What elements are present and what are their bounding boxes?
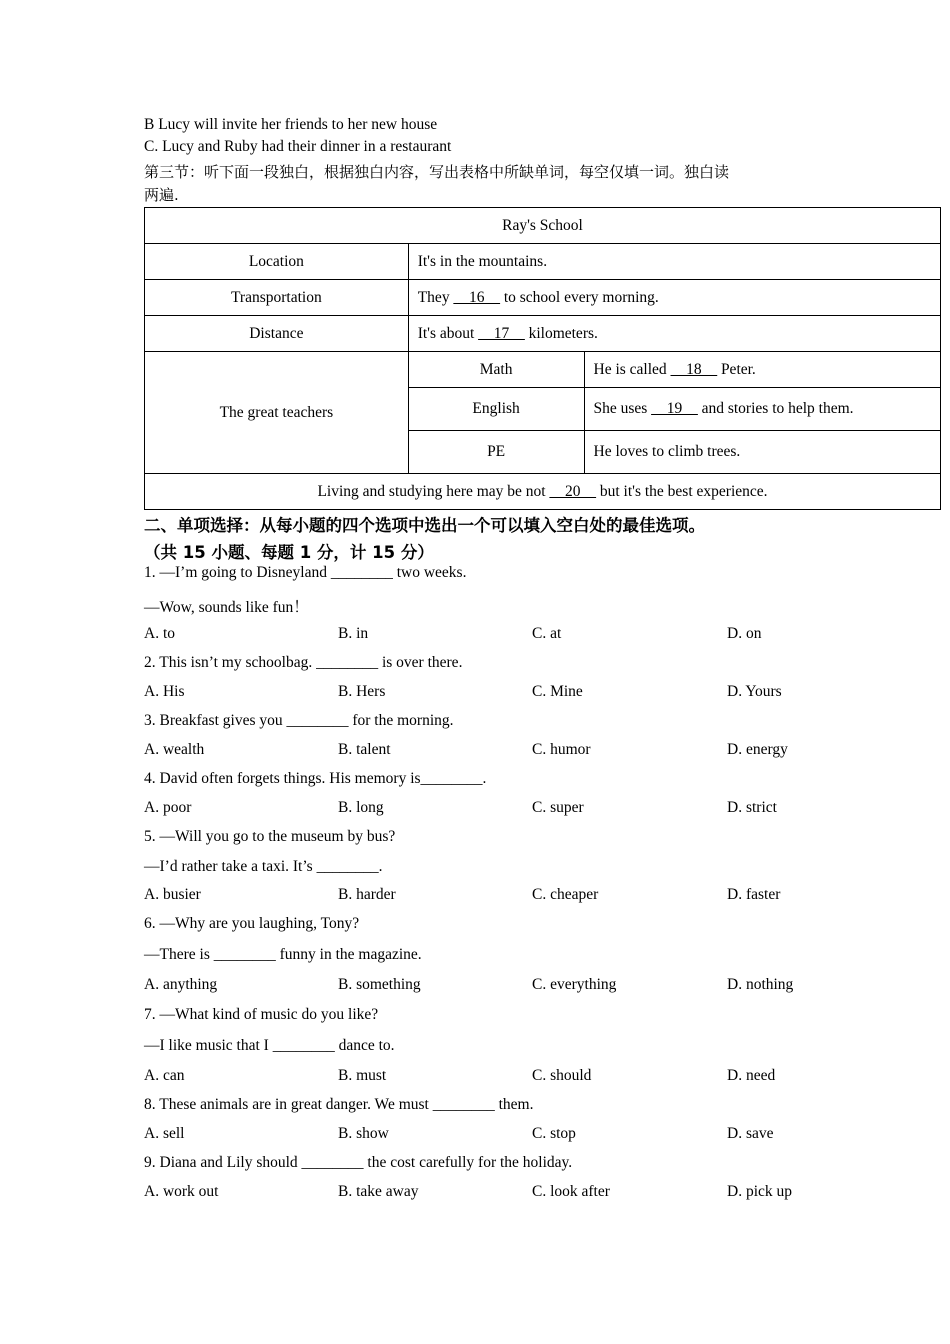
transport-label: Transportation xyxy=(145,280,409,316)
question-5-reply: —I’d rather take a taxi. It’s ________. xyxy=(144,858,383,875)
q3-option-a[interactable]: A. wealth xyxy=(144,741,205,758)
location-value: It's in the mountains. xyxy=(408,244,940,280)
blank-17[interactable]: __17__ xyxy=(478,324,525,342)
section3-instruction-cont: 两遍. xyxy=(144,186,179,204)
rays-school-table xyxy=(144,207,941,510)
q1-option-c[interactable]: C. at xyxy=(532,625,562,642)
q8-option-a[interactable]: A. sell xyxy=(144,1125,185,1142)
q3-option-b[interactable]: B. talent xyxy=(338,741,391,758)
q9-option-d[interactable]: D. pick up xyxy=(727,1183,793,1200)
part2-heading: 二、单项选择：从每小题的四个选项中选出一个可以填入空白处的最佳选项。 xyxy=(144,516,705,535)
q5-option-d[interactable]: D. faster xyxy=(727,886,781,903)
distance-value: It's about __17__ kilometers. xyxy=(408,316,940,352)
q8-option-b[interactable]: B. show xyxy=(338,1125,389,1142)
q5-option-c[interactable]: C. cheaper xyxy=(532,886,599,903)
q4-option-c[interactable]: C. super xyxy=(532,799,584,816)
q6-option-b[interactable]: B. something xyxy=(338,976,421,993)
blank-20[interactable]: __20__ xyxy=(549,482,596,500)
question-1: 1. —I’m going to Disneyland ________ two weeks. xyxy=(144,564,467,581)
table-footer: Living and studying here may be not __20__ but it's the best experience. xyxy=(145,474,941,510)
transport-value: They __16__ to school every morning. xyxy=(408,280,940,316)
math-value: He is called __18__ Peter. xyxy=(584,352,940,388)
question-5: 5. —Will you go to the museum by bus? xyxy=(144,828,396,845)
math-label: Math xyxy=(408,352,584,388)
q3-option-d[interactable]: D. energy xyxy=(727,741,788,758)
question-7-reply: —I like music that I ________ dance to. xyxy=(144,1037,395,1054)
q7-option-d[interactable]: D. need xyxy=(727,1067,776,1084)
q6-option-c[interactable]: C. everything xyxy=(532,976,617,993)
question-6-reply: —There is ________ funny in the magazine. xyxy=(144,946,422,963)
question-2: 2. This isn’t my schoolbag. ________ is over there. xyxy=(144,654,463,671)
q4-option-b[interactable]: B. long xyxy=(338,799,384,816)
blank-16[interactable]: __16__ xyxy=(453,288,500,306)
teachers-label: The great teachers xyxy=(145,352,409,474)
english-label: English xyxy=(408,388,584,431)
q5-option-a[interactable]: A. busier xyxy=(144,886,201,903)
q9-option-b[interactable]: B. take away xyxy=(338,1183,419,1200)
prev-option-b: B Lucy will invite her friends to her new house xyxy=(144,116,438,133)
q7-option-c[interactable]: C. should xyxy=(532,1067,592,1084)
q7-option-b[interactable]: B. must xyxy=(338,1067,387,1084)
q1-option-d[interactable]: D. on xyxy=(727,625,762,642)
q2-option-d[interactable]: D. Yours xyxy=(727,683,782,700)
q9-option-c[interactable]: C. look after xyxy=(532,1183,610,1200)
q6-option-d[interactable]: D. nothing xyxy=(727,976,794,993)
q2-option-c[interactable]: C. Mine xyxy=(532,683,583,700)
blank-18[interactable]: __18__ xyxy=(670,360,718,378)
q5-option-b[interactable]: B. harder xyxy=(338,886,396,903)
question-4: 4. David often forgets things. His memory is________. xyxy=(144,770,487,787)
table-title: Ray's School xyxy=(145,208,941,244)
english-value: She uses __19__ and stories to help them. xyxy=(584,388,940,431)
question-7: 7. —What kind of music do you like? xyxy=(144,1006,379,1023)
q8-option-c[interactable]: C. stop xyxy=(532,1125,576,1142)
q6-option-a[interactable]: A. anything xyxy=(144,976,218,993)
q9-option-a[interactable]: A. work out xyxy=(144,1183,219,1200)
q1-option-b[interactable]: B. in xyxy=(338,625,369,642)
question-6: 6. —Why are you laughing, Tony? xyxy=(144,915,360,932)
q2-option-a[interactable]: A. His xyxy=(144,683,185,700)
pe-label: PE xyxy=(408,431,584,474)
section3-instruction: 第三节：听下面一段独白，根据独白内容，写出表格中所缺单词，每空仅填一词。独白读 xyxy=(144,163,730,181)
part2-subheading: （共 15 小题、每题 1 分，计 15 分） xyxy=(144,543,434,562)
distance-label: Distance xyxy=(145,316,409,352)
question-9: 9. Diana and Lily should ________ the cost carefully for the holiday. xyxy=(144,1154,573,1171)
q4-option-d[interactable]: D. strict xyxy=(727,799,777,816)
q1-option-a[interactable]: A. to xyxy=(144,625,175,642)
q2-option-b[interactable]: B. Hers xyxy=(338,683,386,700)
question-1-reply: —Wow, sounds like fun！ xyxy=(144,599,309,616)
blank-19[interactable]: __19__ xyxy=(651,400,698,417)
q7-option-a[interactable]: A. can xyxy=(144,1067,185,1084)
q3-option-c[interactable]: C. humor xyxy=(532,741,591,758)
location-label: Location xyxy=(145,244,409,280)
question-3: 3. Breakfast gives you ________ for the morning. xyxy=(144,712,454,729)
prev-option-c: C. Lucy and Ruby had their dinner in a restaurant xyxy=(144,138,452,155)
question-8: 8. These animals are in great danger. We must ________ them. xyxy=(144,1096,534,1113)
pe-value: He loves to climb trees. xyxy=(584,431,940,474)
q4-option-a[interactable]: A. poor xyxy=(144,799,192,816)
q8-option-d[interactable]: D. save xyxy=(727,1125,774,1142)
